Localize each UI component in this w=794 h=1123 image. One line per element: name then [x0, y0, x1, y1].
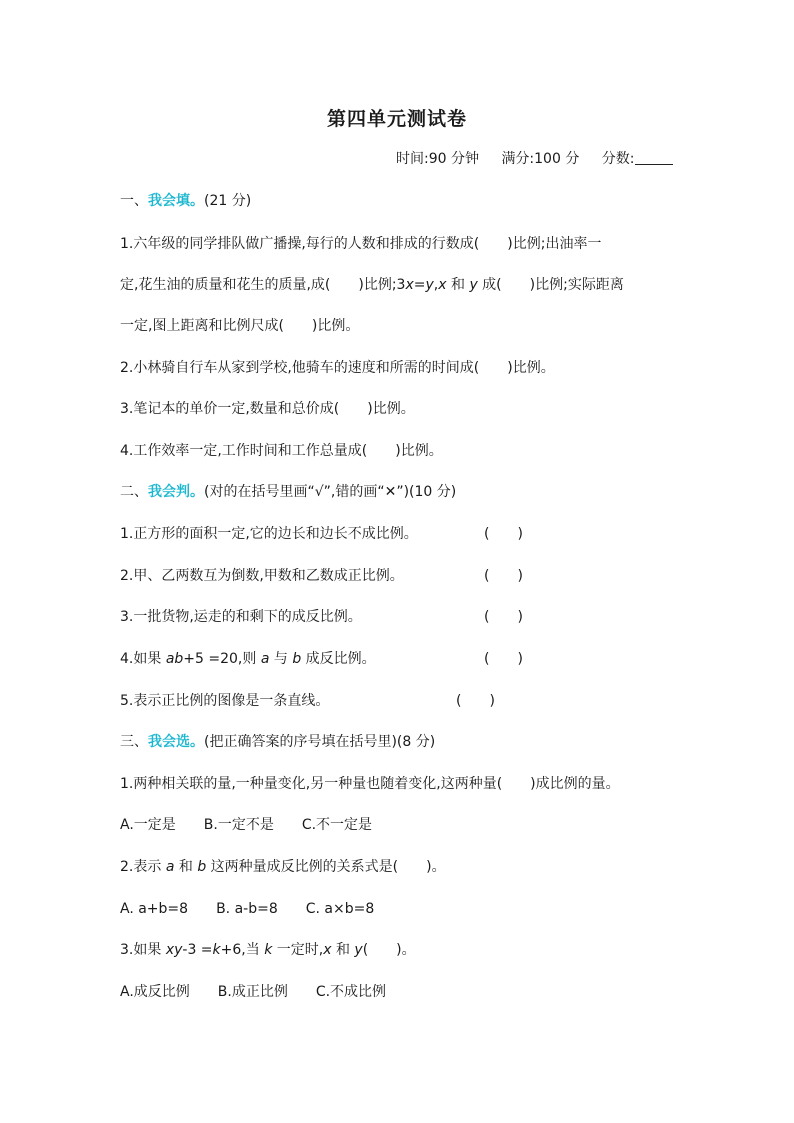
text: 定,花生油的质量和花生的质量,成( )比例;3 — [120, 277, 406, 293]
s1-q1-line3: 一定,图上距离和比例尺成( )比例。 — [120, 318, 360, 334]
s3-q3-options: A.成反比例 B.成正比例 C.不成比例 — [120, 984, 387, 1000]
text: 成( )比例;实际距离 — [477, 277, 624, 293]
s1-q1-line1: 1.六年级的同学排队做广播操,每行的人数和排成的行数成( )比例;出油率一 — [120, 236, 602, 252]
text: 一定时, — [272, 942, 324, 958]
answer-paren[interactable]: ( ) — [484, 609, 523, 625]
var-ab: ab — [165, 651, 184, 667]
score-label: 分数: — [601, 151, 635, 167]
s2-q2: 2.甲、乙两数互为倒数,甲数和乙数成正比例。 — [120, 568, 404, 584]
section-points: (21 分) — [204, 193, 252, 209]
var-a: a — [260, 651, 270, 667]
var-x: x — [438, 277, 447, 293]
s3-q1-options: A.一定是 B.一定不是 C.不一定是 — [120, 817, 373, 833]
score-blank[interactable] — [635, 150, 673, 165]
var-x: x — [405, 277, 414, 293]
exam-meta — [396, 148, 691, 168]
text: 成反比例。 — [301, 651, 376, 667]
var-y: y — [425, 277, 434, 293]
var-xy: xy — [165, 942, 183, 958]
text: 和 — [174, 859, 198, 875]
s1-q1-line2 — [120, 274, 624, 294]
var-b: b — [292, 651, 302, 667]
s3-q2 — [120, 856, 446, 876]
text: 这两种量成反比例的关系式是( )。 — [206, 859, 446, 875]
answer-paren[interactable]: ( ) — [484, 568, 523, 584]
text: 2.表示 — [120, 859, 166, 875]
s1-q2: 2.小林骑自行车从家到学校,他骑车的速度和所需的时间成( )比例。 — [120, 360, 555, 376]
section-title: 我会判。 — [148, 484, 204, 500]
text: -3 = — [182, 942, 213, 958]
answer-paren[interactable]: ( ) — [484, 526, 523, 542]
var-y: y — [354, 942, 363, 958]
s3-q2-options: A. a+b=8 B. a-b=8 C. a×b=8 — [120, 901, 375, 917]
s1-q4: 4.工作效率一定,工作时间和工作总量成( )比例。 — [120, 443, 443, 459]
section-points: (对的在括号里画“√”,错的画“✕”)(10 分) — [204, 484, 457, 500]
page-title: 第四单元测试卷 — [326, 108, 467, 130]
text: 与 — [269, 651, 293, 667]
var-y: y — [469, 277, 478, 293]
text: 4.如果 — [120, 651, 166, 667]
text: +5 =20,则 — [183, 651, 261, 667]
answer-paren[interactable]: ( ) — [484, 651, 523, 667]
text: ( )。 — [362, 942, 416, 958]
section-number: 一、 — [120, 193, 148, 209]
s3-q1: 1.两种相关联的量,一种量变化,另一种量也随着变化,这两种量( )成比例的量。 — [120, 776, 620, 792]
time-limit: 时间:90 分钟 — [396, 151, 479, 167]
s2-q1: 1.正方形的面积一定,它的边长和边长不成比例。 — [120, 526, 418, 542]
s1-q3: 3.笔记本的单价一定,数量和总价成( )比例。 — [120, 401, 415, 417]
section-number: 三、 — [120, 734, 148, 750]
section-points: (把正确答案的序号填在括号里)(8 分) — [204, 734, 436, 750]
var-k: k — [212, 942, 221, 958]
s2-q4 — [120, 648, 376, 668]
text: 和 — [446, 277, 470, 293]
text: , — [433, 277, 439, 293]
var-k: k — [264, 942, 273, 958]
section-title: 我会选。 — [148, 734, 204, 750]
s2-q3: 3.一批货物,运走的和剩下的成反比例。 — [120, 609, 362, 625]
section-3-header — [120, 731, 435, 751]
text: 和 — [331, 942, 355, 958]
text: 3.如果 — [120, 942, 166, 958]
text: = — [413, 277, 426, 293]
section-2-header — [120, 481, 456, 501]
section-title: 我会填。 — [148, 193, 204, 209]
s2-q5: 5.表示正比例的图像是一条直线。 — [120, 693, 330, 709]
full-score: 满分:100 分 — [501, 151, 580, 167]
text: +6,当 — [220, 942, 265, 958]
answer-paren[interactable]: ( ) — [456, 693, 495, 709]
var-x: x — [323, 942, 332, 958]
section-1-header — [120, 190, 251, 210]
var-a: a — [165, 859, 175, 875]
var-b: b — [197, 859, 207, 875]
section-number: 二、 — [120, 484, 148, 500]
s3-q3 — [120, 939, 416, 959]
